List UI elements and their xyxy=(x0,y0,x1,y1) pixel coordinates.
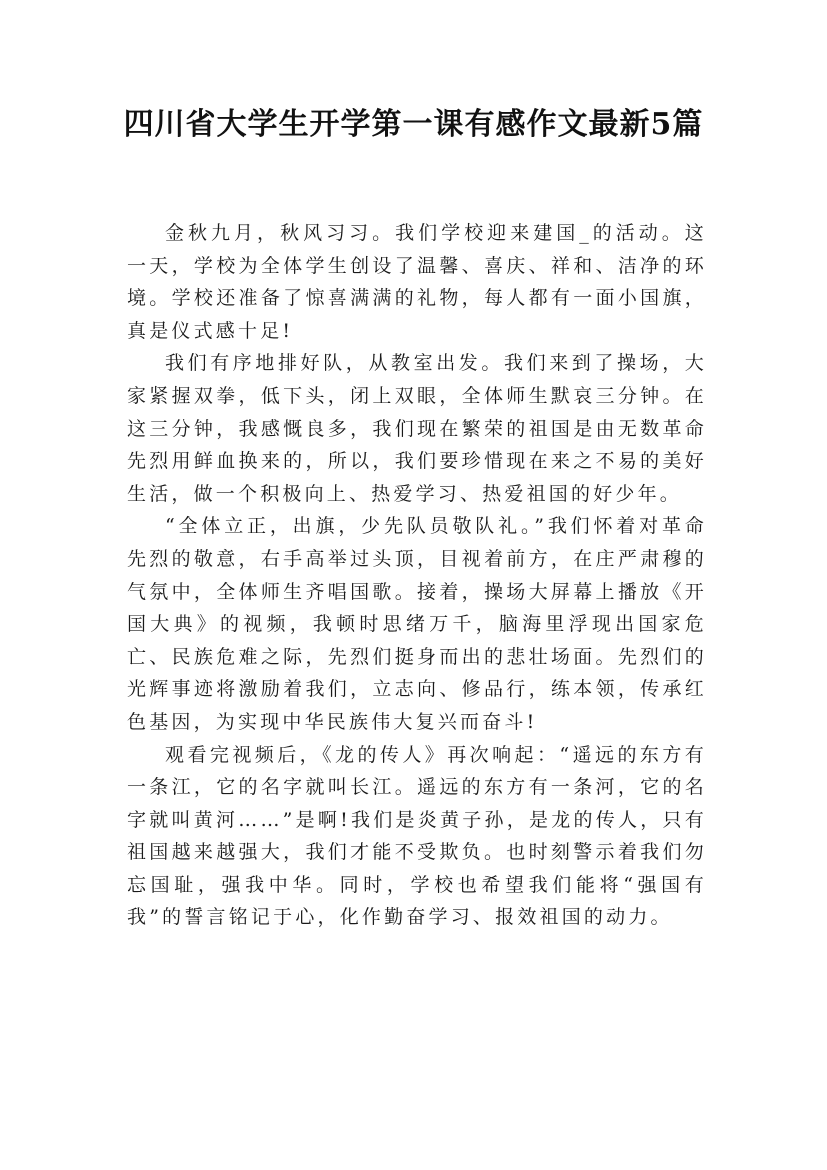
paragraph: 观看完视频后，《龙的传人》再次响起：“遥远的东方有一条江，它的名字就叫长江。遥远的东方有一条河，它的名字就叫黄河……”是啊!我们是炎黄子孙，是龙的传人，只有祖国越来越强大，我们才能不受欺负。也时刻警示着我们勿忘国耻，强我中华。同时，学校也希望我们能将“强国有我”的誓言铭记于心，化作勤奋学习、报效祖国的动力。 xyxy=(127,743,707,929)
document-title: 四川省大学生开学第一课有感作文最新5篇 xyxy=(123,107,704,142)
paragraph: “全体立正，出旗，少先队员敬队礼。”我们怀着对革命先烈的敬意，右手高举过头顶，目视着前方，在庄严肃穆的气氛中，全体师生齐唱国歌。接着，操场大屏幕上播放《开国大典》的视频，我顿时思绪万千，脑海里浮现出国家危亡、民族危难之际，先烈们挺身而出的悲壮场面。先烈们的光辉事迹将激励着我们，立志向、修品行，练本领，传承红色基因，为实现中华民族伟大复兴而奋斗! xyxy=(127,515,707,733)
document-body xyxy=(127,217,707,934)
paragraph: 金秋九月，秋风习习。我们学校迎来建国_的活动。这一天，学校为全体学生创设了温馨、喜庆、祥和、洁净的环境。学校还准备了惊喜满满的礼物，每人都有一面小国旗，真是仪式感十足! xyxy=(127,222,707,342)
paragraph: 我们有序地排好队，从教室出发。我们来到了操场，大家紧握双拳，低下头，闭上双眼，全体师生默哀三分钟。在这三分钟，我感慨良多，我们现在繁荣的祖国是由无数革命先烈用鲜血换来的，所以，我们要珍惜现在来之不易的美好生活，做一个积极向上、热爱学习、热爱祖国的好少年。 xyxy=(127,352,707,505)
